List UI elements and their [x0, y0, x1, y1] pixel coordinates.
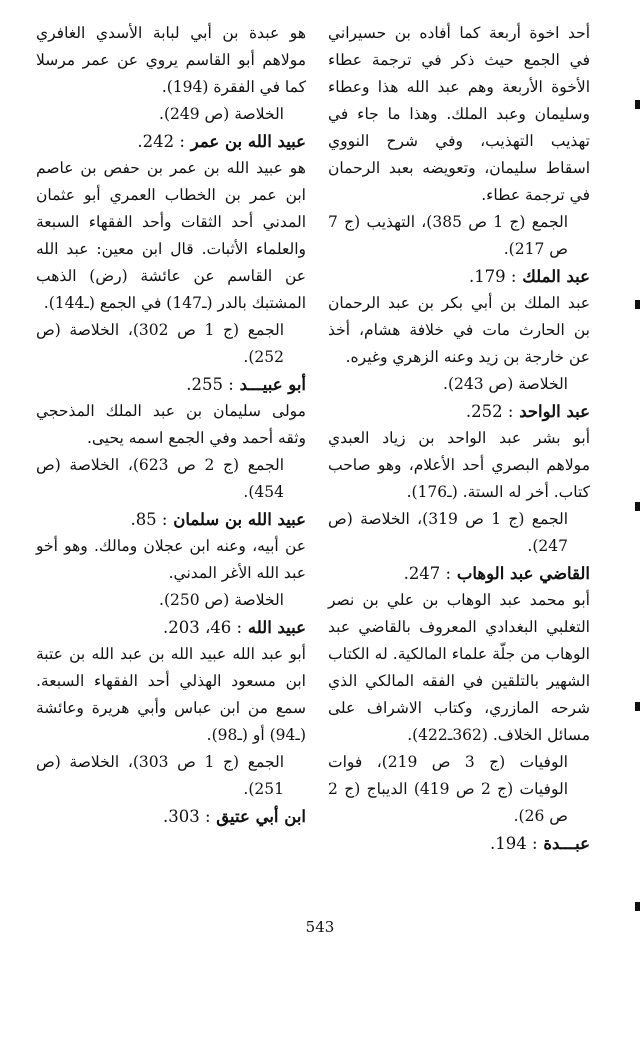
entry-heading	[36, 614, 306, 641]
entry-heading-number: : 255.	[186, 375, 234, 394]
scan-edge-mark	[635, 300, 640, 309]
entry-heading-number: : 303.	[162, 807, 211, 826]
reference-line: الجمع (ج 1 ص 302)، الخلاصة (ص 252).	[36, 321, 285, 366]
entry-text: هو عبدة بن أبي لبابة الأسدي الغافري مولاهم أبو القاسم يروي عن عمر مرسلا كما في الفقرة (194).	[36, 24, 306, 96]
entry-heading	[328, 263, 590, 290]
entry-heading	[36, 506, 306, 533]
entry-text: عبد الملك بن أبي بكر بن عبد الرحمان بن الحارث مات في خلافة هشام، أخذ عن خارجة بن زيد وعنه الزهري وغيره.	[328, 294, 590, 366]
reference-line: الخلاصة (ص 243).	[443, 375, 568, 393]
entry-text: أحد اخوة أربعة كما أفاده بن حسيراني في الجمع حيث ذكر في ترجمة عطاء الأخوة الأربعة وهم عبد الله هذا وعطاء وسليمان وعبد الملك. وهذا ما جاء في تهذيب التهذيب، وفي شرح النووي اسقاط سليمان، وتعويضه بعبد الرحمان في ترجمة عطاء.	[328, 24, 590, 204]
entry-heading-name: عبيد الله بن عمر	[190, 132, 306, 151]
right-column	[328, 20, 590, 857]
left-column	[36, 20, 306, 830]
entry-text: أبو محمد عبد الوهاب بن علي بن نصر التغلبي البغدادي المعروف بالقاضي عبد الوهاب من جلّة علماء المالكية. له الكتاب الشهير بالتلقين في الفقه المالكي الذي شرحه المازري، وكتاب الاشراف على مسائل الخلاف. (362ـ422).	[328, 591, 590, 744]
entry-heading-name: القاضي عبد الوهاب	[456, 564, 590, 583]
entry-heading-name: عبيد الله بن سلمان	[173, 510, 306, 529]
entry-heading	[36, 128, 306, 155]
reference-line: الوفيات (ج 3 ص 219)، فوات الوفيات (ج 2 ص 419) الديباج (ج 2 ص 26).	[328, 753, 568, 825]
reference-line: الجمع (ج 1 ص 303)، الخلاصة (ص 251).	[36, 753, 285, 798]
entry-heading-number: : 85.	[130, 510, 168, 529]
entry-heading	[36, 803, 306, 830]
entry-text: هو عبيد الله بن عمر بن حفص بن عاصم ابن عمر بن الخطاب العمري أبو عثمان المدني أحد الثقات وأحد الفقهاء السبعة والعلماء الأثبات. قال ابن معين: عبد الله عن القاسم عن عائشة (رض) الذهب المشتبك بالدر (ـ147) في الجمع (ـ144).	[36, 159, 306, 312]
entry-heading-name: عبيد الله	[247, 618, 306, 637]
entry-heading-name: ابن أبي عتيق	[216, 807, 306, 826]
entry-text: أبو بشر عبد الواحد بن زياد العبدي مولاهم البصري أحد الأعلام، وهو صاحب كتاب. أخر له الستة. (ـ176).	[328, 429, 590, 501]
reference-line: الخلاصة (ص 250).	[159, 591, 284, 609]
entry-heading-number: : 46، 203.	[162, 618, 243, 637]
scan-edge-mark	[635, 702, 640, 711]
entry-heading-number: : 247.	[403, 564, 452, 583]
entry-heading-name: أبو عبيـــد	[239, 375, 306, 394]
entry-heading-number: : 194.	[490, 834, 538, 853]
entry-heading-number: : 179.	[468, 267, 517, 286]
entry-heading-name: عبد الواحد	[519, 402, 590, 421]
entry-heading-name: عبد الملك	[522, 267, 590, 286]
entry-text: عن أبيه، وعنه ابن عجلان ومالك. وهو أخو عبد الله الأغر المدني.	[36, 537, 306, 582]
entry-heading-name: عبـــدة	[543, 834, 590, 853]
entry-heading	[328, 398, 590, 425]
reference-line: الجمع (ج 2 ص 623)، الخلاصة (ص 454).	[36, 456, 285, 501]
reference-line: الجمع (ج 1 ص 385)، التهذيب (ج 7 ص 217).	[328, 213, 569, 258]
scan-edge-mark	[635, 502, 640, 511]
entry-heading	[328, 560, 590, 587]
entry-heading	[36, 371, 306, 398]
scan-edge-mark	[635, 902, 640, 911]
entry-heading-number: : 252.	[465, 402, 514, 421]
scan-edge-mark	[635, 100, 640, 109]
entry-text: أبو عبد الله عبيد الله بن عبد الله بن عتبة ابن مسعود الهذلي أحد الفقهاء السبعة. سمع من ابن عباس وأبي هريرة وعائشة (ـ94) أو (ـ98).	[36, 645, 306, 744]
entry-text: مولى سليمان بن عبد الملك المذحجي وثقه أحمد وفي الجمع اسمه يحيى.	[36, 402, 306, 447]
page-number: 543	[305, 918, 335, 936]
entry-heading	[328, 830, 590, 857]
reference-line: الخلاصة (ص 249).	[159, 105, 284, 123]
reference-line: الجمع (ج 1 ص 319)، الخلاصة (ص 247).	[328, 510, 569, 555]
entry-heading-number: : 242.	[137, 132, 185, 151]
